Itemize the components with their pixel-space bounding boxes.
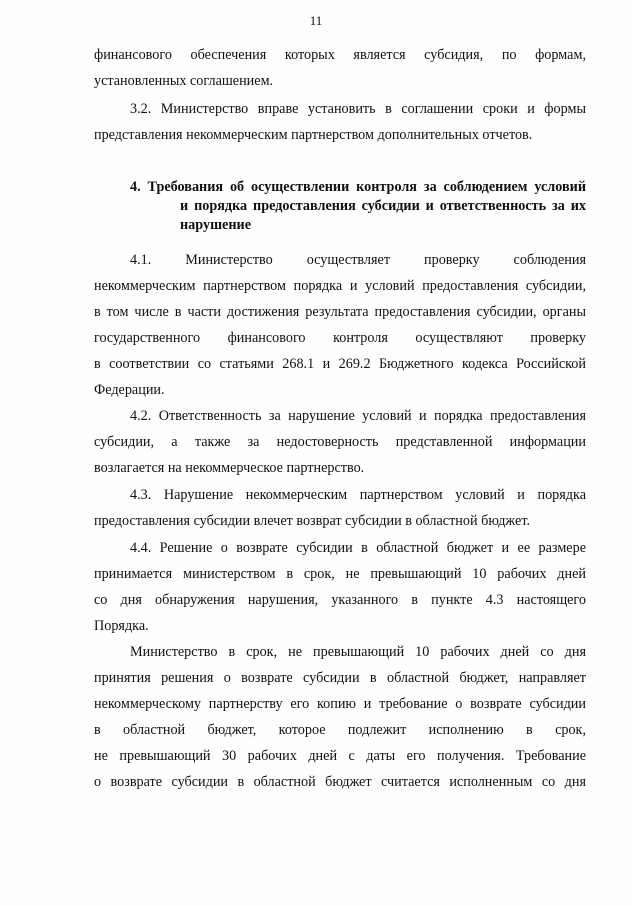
text-line: принимается министерством в срок, не превышающий 10 рабочих дней (94, 566, 586, 582)
section-4-heading (130, 178, 586, 235)
heading-line: 4. Требования об осуществлении контроля за соблюдением условий (130, 179, 586, 195)
heading-line: и порядка предоставления субсидии и ответственность за их (180, 198, 586, 214)
text-line: 4.4. Решение о возврате субсидии в областной бюджет и ее размере (130, 540, 586, 556)
text-line: Порядка. (94, 618, 149, 634)
text-line: в соответствии со статьями 268.1 и 269.2 Бюджетного кодекса Российской (94, 356, 586, 372)
text-line: 4.1. Министерство осуществляет проверку соблюдения (130, 252, 586, 268)
paragraph-4-3 (94, 482, 586, 534)
text-line: 3.2. Министерство вправе установить в соглашении сроки и формы (130, 101, 586, 117)
text-line: принятия решения о возврате субсидии в областной бюджет, направляет (94, 670, 586, 686)
text-line: субсидии, а также за недостоверность представленной информации (94, 434, 586, 450)
text-line: 4.2. Ответственность за нарушение условий и порядка предоставления (130, 408, 586, 424)
paragraph-continuation (94, 42, 586, 94)
text-line: о возврате субсидии в областной бюджет считается исполненным со дня (94, 774, 586, 790)
text-line: в областной бюджет, которое подлежит исполнению в срок, (94, 722, 586, 738)
text-line: предоставления субсидии влечет возврат субсидии в областной бюджет. (94, 513, 531, 529)
paragraph-3-2 (94, 96, 586, 148)
text-line: в том числе в части достижения результата предоставления субсидии, органы (94, 304, 586, 320)
text-line: государственного финансового контроля осуществляют проверку (94, 330, 586, 346)
text-line: некоммерческим партнерством порядка и условий предоставления субсидии, (94, 278, 586, 294)
text-line: со дня обнаружения нарушения, указанного в пункте 4.3 настоящего (94, 592, 586, 608)
text-line: некоммерческому партнерству его копию и требование о возврате субсидии (94, 696, 586, 712)
text-line: возлагается на некоммерческое партнерство. (94, 460, 365, 476)
paragraph-4-1 (94, 247, 586, 403)
text-line: установленных соглашением. (94, 73, 274, 89)
heading-line: нарушение (180, 217, 251, 233)
paragraph-4-4 (94, 535, 586, 639)
text-line: Федерации. (94, 382, 165, 398)
text-line: представления некоммерческим партнерством дополнительных отчетов. (94, 127, 533, 143)
page-number: 11 (309, 13, 323, 28)
paragraph-4-2 (94, 403, 586, 481)
text-line: финансового обеспечения которых является субсидия, по формам, (94, 47, 586, 63)
text-line: не превышающий 30 рабочих дней с даты его получения. Требование (94, 748, 586, 764)
text-line: 4.3. Нарушение некоммерческим партнерством условий и порядка (130, 487, 586, 503)
text-line: Министерство в срок, не превышающий 10 рабочих дней со дня (130, 644, 586, 660)
paragraph-ministry-notice (94, 639, 586, 795)
